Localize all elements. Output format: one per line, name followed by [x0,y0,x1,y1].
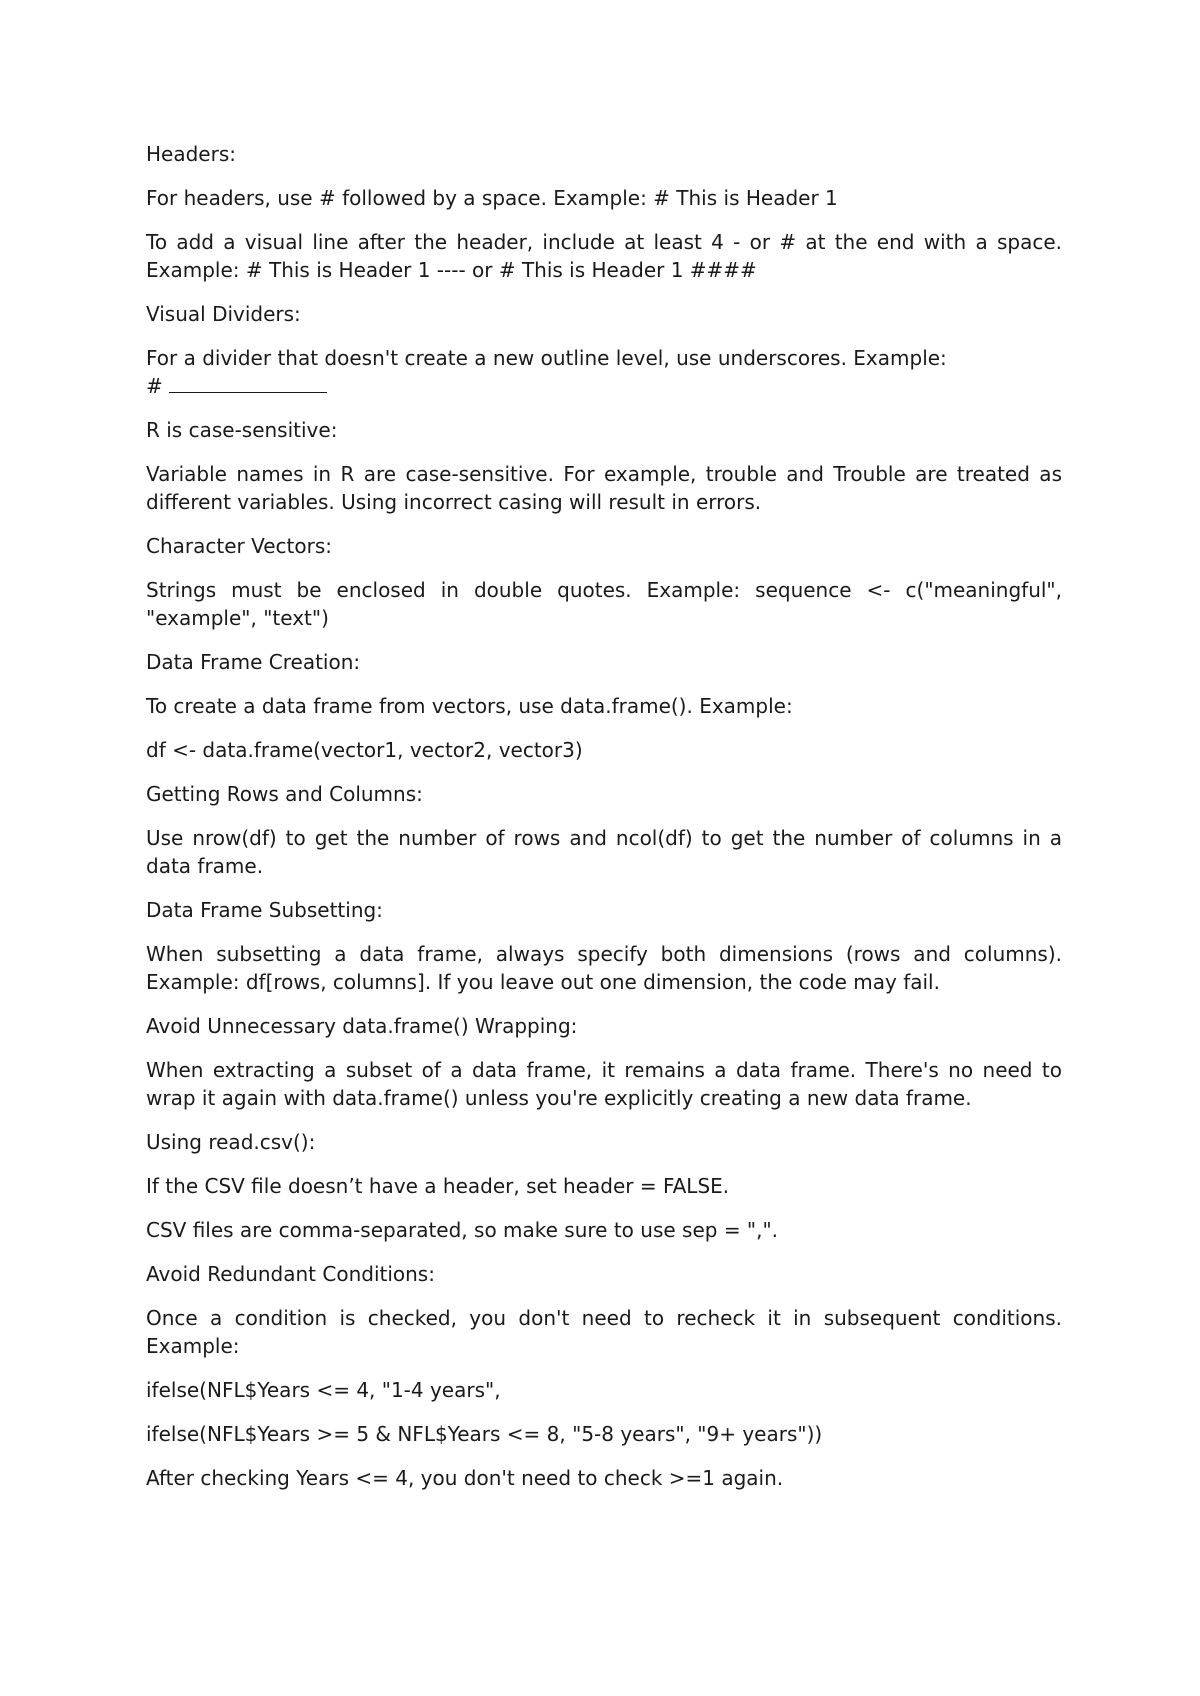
paragraph-rows-columns: Use nrow(df) to get the number of rows and ncol(df) to get the number of columns in a data frame. [146,826,1062,878]
code-ifelse-line-1: ifelse(NFL$Years <= 4, "1-4 years", [146,1378,501,1402]
heading-data-frame-creation: Data Frame Creation: [146,650,361,674]
heading-subsetting: Data Frame Subsetting: [146,898,383,922]
heading-visual-dividers: Visual Dividers: [146,302,301,326]
divider-example-hash: # [146,374,163,398]
paragraph-after-checking: After checking Years <= 4, you don't need to check >=1 again. [146,1466,784,1490]
heading-character-vectors: Character Vectors: [146,534,332,558]
divider-example-underline [169,374,327,393]
paragraph-case-sensitive: Variable names in R are case-sensitive. For example, trouble and Trouble are treated as different variables. Using incorrect casing will result in errors. [146,462,1062,514]
paragraph-avoid-wrapping: When extracting a subset of a data frame, it remains a data frame. There's no need to wrap it again with data.frame() unless you're explicitly creating a new data frame. [146,1058,1062,1110]
paragraph-subsetting: When subsetting a data frame, always specify both dimensions (rows and columns). Example: df[rows, columns]. If you leave out one dimension, the code may fail. [146,942,1062,994]
divider-description: For a divider that doesn't create a new outline level, use underscores. Example: [146,346,947,370]
code-ifelse-line-2: ifelse(NFL$Years >= 5 & NFL$Years <= 8, "5-8 years", "9+ years")) [146,1422,823,1446]
heading-headers: Headers: [146,142,236,166]
heading-case-sensitive: R is case-sensitive: [146,418,338,442]
heading-redundant-conditions: Avoid Redundant Conditions: [146,1262,435,1286]
paragraph-data-frame-creation: To create a data frame from vectors, use data.frame(). Example: [146,694,793,718]
heading-rows-columns: Getting Rows and Columns: [146,782,423,806]
heading-read-csv: Using read.csv(): [146,1130,316,1154]
paragraph-csv-sep: CSV files are comma-separated, so make sure to use sep = ",". [146,1218,779,1242]
paragraph-redundant-conditions: Once a condition is checked, you don't need to recheck it in subsequent conditions. Example: [146,1306,1062,1358]
document-page [146,140,1062,1508]
paragraph-character-vectors: Strings must be enclosed in double quotes. Example: sequence <- c("meaningful", "example", "text") [146,578,1062,630]
paragraph-header-visual-line: To add a visual line after the header, include at least 4 - or # at the end with a space. Example: # This is Header 1 ---- or # This is Header 1 #### [146,230,1062,282]
heading-avoid-wrapping: Avoid Unnecessary data.frame() Wrapping: [146,1014,578,1038]
paragraph-visual-dividers [146,344,1062,400]
code-data-frame-example: df <- data.frame(vector1, vector2, vector3) [146,738,583,762]
paragraph-csv-header: If the CSV file doesn’t have a header, set header = FALSE. [146,1174,730,1198]
paragraph-headers-usage: For headers, use # followed by a space. Example: # This is Header 1 [146,186,838,210]
